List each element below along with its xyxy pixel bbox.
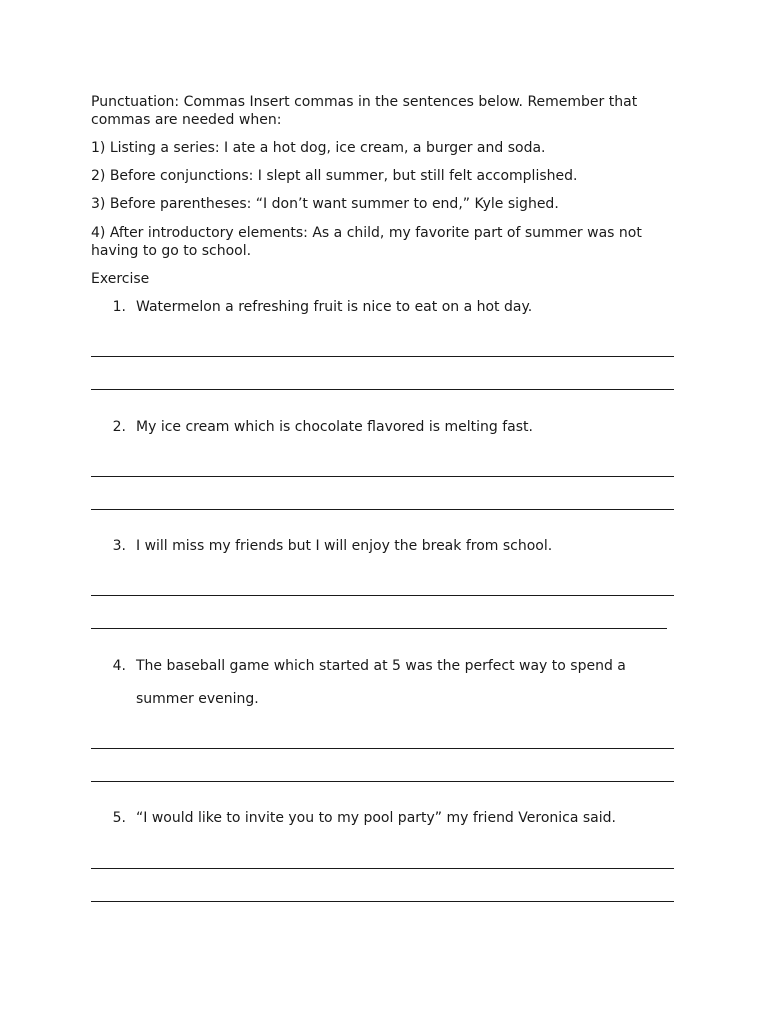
instructions-heading: Punctuation: Commas Insert commas in the sentences below. Remember that commas are needed when: xyxy=(91,94,638,128)
rule-conjunctions: 2) Before conjunctions: I slept all summer, but still felt accomplished. xyxy=(91,168,578,184)
exercise-sentence: Watermelon a refreshing fruit is nice to eat on a hot day. xyxy=(136,299,533,315)
answer-line xyxy=(91,389,674,390)
exercise-sentence: I will miss my friends but I will enjoy the break from school. xyxy=(136,538,553,554)
answer-line xyxy=(91,781,674,782)
item-number: 5. xyxy=(112,810,126,826)
exercise-sentence: My ice cream which is chocolate flavored is melting fast. xyxy=(136,419,533,435)
answer-line xyxy=(91,509,674,510)
item-number: 4. xyxy=(112,658,126,674)
rule-introductory: 4) After introductory elements: As a child, my favorite part of summer was not having to go to school. xyxy=(91,225,642,259)
answer-line xyxy=(91,476,674,477)
item-number: 1. xyxy=(112,299,126,315)
rule-series: 1) Listing a series: I ate a hot dog, ice cream, a burger and soda. xyxy=(91,140,546,156)
exercise-sentence: “I would like to invite you to my pool party” my friend Veronica said. xyxy=(136,810,616,826)
exercise-sentence-continued: summer evening. xyxy=(136,691,259,707)
answer-line xyxy=(91,748,674,749)
answer-line xyxy=(91,628,667,629)
answer-line xyxy=(91,868,674,869)
answer-line xyxy=(91,901,674,902)
rule-parentheses: 3) Before parentheses: “I don’t want summer to end,” Kyle sighed. xyxy=(91,196,559,212)
item-number: 2. xyxy=(112,419,126,435)
exercise-label: Exercise xyxy=(91,271,150,287)
answer-line xyxy=(91,356,674,357)
answer-line xyxy=(91,595,674,596)
exercise-sentence: The baseball game which started at 5 was the perfect way to spend a xyxy=(136,658,626,674)
item-number: 3. xyxy=(112,538,126,554)
